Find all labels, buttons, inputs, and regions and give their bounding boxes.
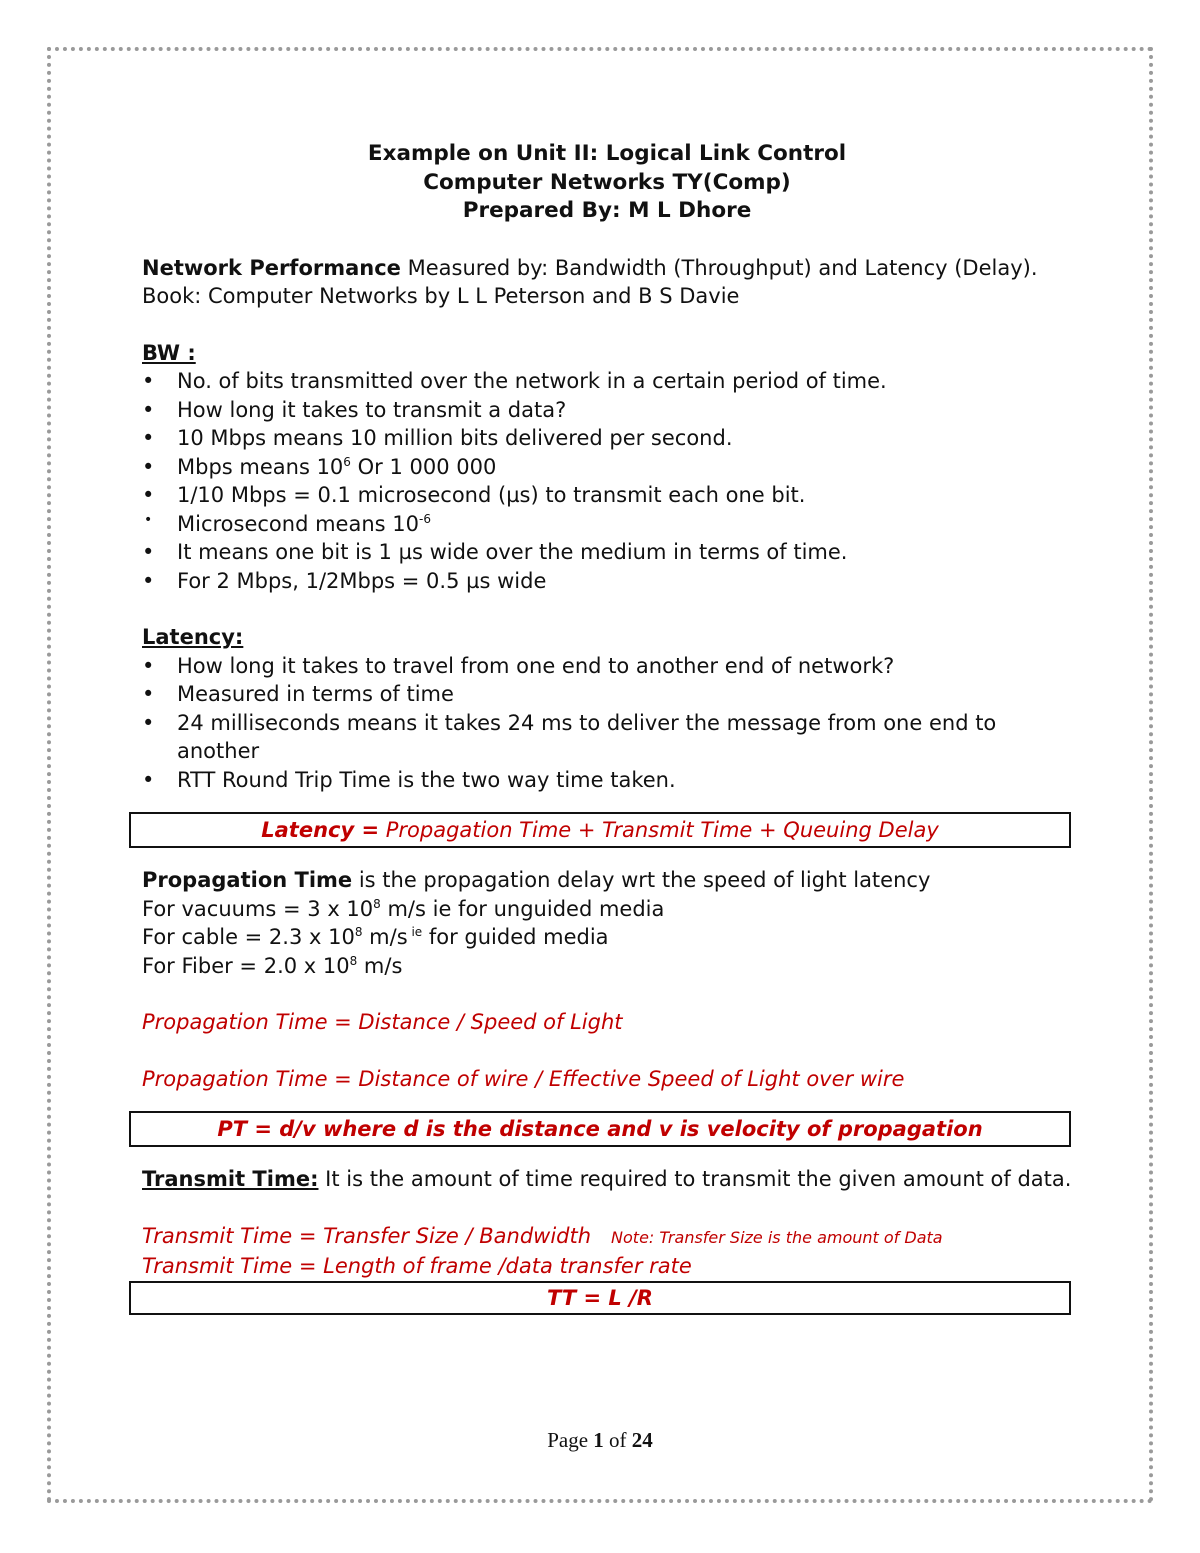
intro-bold: Network Performance xyxy=(142,255,401,280)
document-header xyxy=(142,140,1072,226)
bw-heading: BW : xyxy=(142,340,196,365)
tt-formula-box: TT = L /R xyxy=(129,1281,1071,1315)
list-item xyxy=(142,510,1072,539)
document-body xyxy=(142,140,1072,1315)
list-item: • 1/10 Mbps = 0.1 microsecond (µs) to transmit each one bit. xyxy=(142,481,1072,510)
list-item: • 10 Mbps means 10 million bits delivered per second. xyxy=(142,424,1072,453)
micro-exponent: -6 xyxy=(418,511,431,526)
pt-formula-box: PT = d/v where d is the distance and v is velocity of propagation xyxy=(129,1111,1071,1147)
latency-formula-rest: Propagation Time + Transmit Time + Queuing Delay xyxy=(379,818,939,842)
list-item: • How long it takes to travel from one end to another end of network? xyxy=(142,652,1072,681)
latency-formula-box xyxy=(129,812,1071,848)
footer-page-word: Page xyxy=(547,1428,594,1452)
propagation-formula-1: Propagation Time = Distance / Speed of Light xyxy=(142,1010,623,1034)
transmit-text: It is the amount of time required to transmit the given amount of data. xyxy=(318,1167,1072,1191)
fiber-text-post: m/s xyxy=(357,953,403,978)
latency-heading: Latency: xyxy=(142,625,244,649)
cable-text: For cable = 2.3 x 10 xyxy=(142,925,355,949)
list-item: • No. of bits transmitted over the network in a certain period of time. xyxy=(142,367,1072,396)
header-title: Example on Unit II: Logical Link Control xyxy=(367,141,847,166)
cable-ie: ie xyxy=(407,925,423,939)
transmit-definition xyxy=(142,1165,1072,1194)
list-item: • How long it takes to transmit a data? xyxy=(142,396,1072,425)
fiber-text: For Fiber = 2.0 x 10 xyxy=(142,953,350,978)
cable-speed xyxy=(142,923,1072,952)
footer-page-number: 1 xyxy=(593,1428,604,1452)
footer-of-word: of xyxy=(603,1428,632,1452)
cable-exponent: 8 xyxy=(354,925,363,939)
cable-text-post: for guided media xyxy=(422,925,609,949)
cable-unit: m/s xyxy=(362,925,408,949)
latency-formula-bold: Latency = xyxy=(261,818,380,842)
list-item: • Measured in terms of time xyxy=(142,680,1072,709)
fiber-exponent: 8 xyxy=(349,953,358,968)
page-footer xyxy=(0,1428,1200,1453)
list-item: • RTT Round Trip Time is the two way time taken. xyxy=(142,766,1072,795)
latency-list xyxy=(142,652,1072,795)
header-author: Prepared By: M L Dhore xyxy=(462,198,752,223)
footer-page-total: 24 xyxy=(631,1428,653,1452)
header-course: Computer Networks TY(Comp) xyxy=(423,169,791,195)
vacuum-text-post: m/s ie for unguided media xyxy=(380,896,665,921)
propagation-definition xyxy=(142,866,1072,895)
propagation-text: is the propagation delay wrt the speed of light latency xyxy=(352,868,931,892)
transmit-formula-1-line xyxy=(142,1222,1072,1253)
transmit-note: Note: Transfer Size is the amount of Data xyxy=(611,1227,943,1247)
intro-text: Measured by: Bandwidth (Throughput) and Latency (Delay). Book: Computer Networks by L L Peterson and B S Davie xyxy=(142,255,1038,308)
mbps-text: Mbps means 10 xyxy=(177,454,344,479)
propagation-bold: Propagation Time xyxy=(142,868,353,892)
list-item: • For 2 Mbps, 1/2Mbps = 0.5 µs wide xyxy=(142,567,1072,596)
intro-paragraph xyxy=(142,254,1072,311)
vacuum-text: For vacuums = 3 x 10 xyxy=(142,896,374,921)
transmit-formula-2: Transmit Time = Length of frame /data transfer rate xyxy=(142,1254,692,1278)
vacuum-speed xyxy=(142,895,1072,924)
list-item: • 24 milliseconds means it takes 24 ms to deliver the message from one end to another xyxy=(142,709,1072,766)
list-item xyxy=(142,453,1072,482)
transmit-heading: Transmit Time: xyxy=(142,1167,319,1191)
fiber-speed xyxy=(142,952,1072,981)
transmit-formula-1: Transmit Time = Transfer Size / Bandwidth xyxy=(142,1223,592,1248)
vacuum-exponent: 8 xyxy=(373,896,381,911)
propagation-formula-2: Propagation Time = Distance of wire / Effective Speed of Light over wire xyxy=(142,1066,905,1091)
bw-list xyxy=(142,367,1072,595)
mbps-exponent: 6 xyxy=(343,454,351,469)
mbps-text-post: Or 1 000 000 xyxy=(350,454,497,479)
list-item: • It means one bit is 1 µs wide over the medium in terms of time. xyxy=(142,538,1072,567)
micro-text: Microsecond means 10 xyxy=(177,511,419,536)
